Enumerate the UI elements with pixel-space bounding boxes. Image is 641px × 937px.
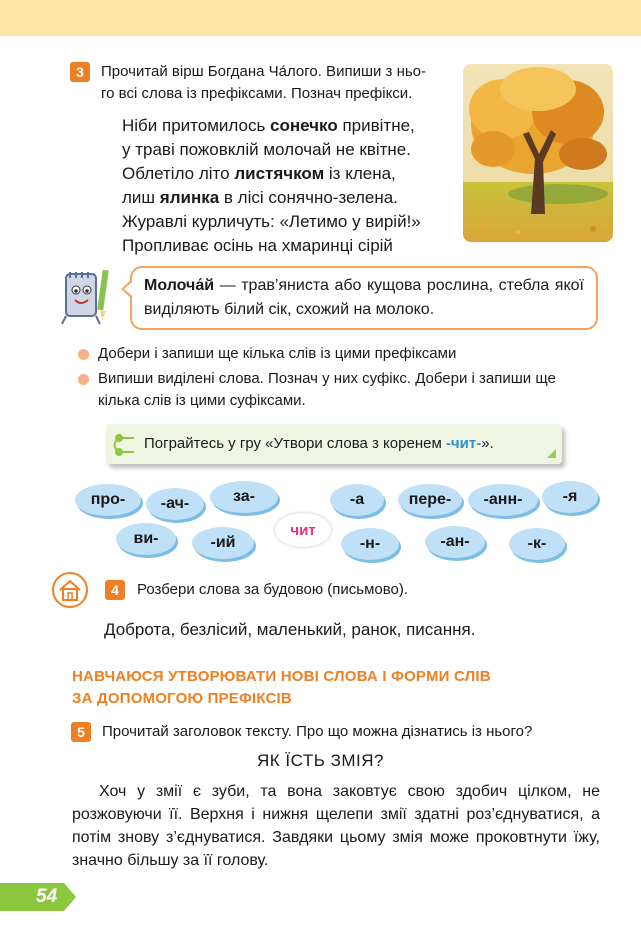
bullet-dot	[78, 374, 89, 385]
morpheme-pill: -а	[330, 484, 384, 516]
game-instruction: Пограйтесь у гру «Утвори слова з коренем -чит-».	[144, 435, 494, 452]
bullet-item: Добери і запиши ще кілька слів із цими префіксами	[98, 345, 457, 362]
definition-text: — трав’яниста або кущова рослина, стебла якої виділяють білий сік, схожий на молоко.	[144, 277, 584, 318]
highlighted-word: ялинка	[159, 188, 220, 207]
morpheme-pill: -ий	[192, 527, 254, 559]
root-pill: чит	[275, 513, 331, 547]
morpheme-pill: -ач-	[146, 488, 204, 520]
home-icon	[51, 571, 89, 609]
morpheme-pill: -к-	[509, 528, 565, 560]
poem	[122, 114, 421, 258]
poem-line: у траві пожовклій молочай не квітне.	[122, 140, 411, 159]
bullet-item: Випиши виділені слова. Познач у них суфікс. Добери і запиши ще кілька слів із цими суфіксами.	[98, 370, 556, 409]
task3-instruction: Прочитай вірш Богдана Ча́лого. Випиши з ньо- го всі слова із префіксами. Познач префікси.	[101, 63, 427, 102]
morpheme-pill: пере-	[398, 484, 462, 516]
poem-line: Журавлі курличуть: «Летимо у вирій!»	[122, 212, 421, 231]
game-icon	[110, 430, 136, 458]
text-title: ЯК ЇСТЬ ЗМІЯ?	[257, 751, 384, 770]
definition-term: Молоча́й	[144, 277, 215, 294]
game-box	[106, 424, 562, 464]
highlighted-word: сонечко	[270, 116, 338, 135]
section-title: НАВЧАЮСЯ УТВОРЮВАТИ НОВІ СЛОВА І ФОРМИ СЛІВ ЗА ДОПОМОГОЮ ПРЕФІКСІВ	[72, 668, 491, 707]
task-number-3: 3	[70, 62, 90, 82]
task4-words: Доброта, безлісий, маленький, ранок, писання.	[104, 620, 476, 639]
task-number-5: 5	[71, 722, 91, 742]
morpheme-pill: -ан-	[425, 526, 485, 558]
task4-instruction: Розбери слова за будовою (письмово).	[137, 581, 409, 598]
morpheme-pill: про-	[75, 484, 141, 516]
task-number-4: 4	[105, 580, 125, 600]
root-highlight: -чит-	[445, 435, 482, 452]
corner-fold-icon	[547, 449, 556, 458]
autumn-tree-photo	[463, 64, 613, 242]
text-paragraph: Хоч у змії є зуби, та вона заковтує свою здобич цілком, не розжовуючи її. Верхня і нижня щелепи змії здатні роз’єднуватися, а потім знову з’єднуватися. Завдяки цьому змія може проковтнути їжу, значно більшу за її голову.	[72, 783, 600, 869]
poem-line: Облетіло літо листячком із клена,	[122, 164, 396, 183]
definition-box	[130, 266, 598, 330]
page-number: 54	[36, 886, 58, 907]
morpheme-pill: -я	[542, 481, 598, 513]
task5-instruction: Прочитай заголовок тексту. Про що можна дізнатись із нього?	[102, 723, 533, 740]
poem-line: Ніби притомилось сонечко привітне,	[122, 116, 415, 135]
notebook-mascot-icon	[56, 266, 114, 328]
morpheme-pill: -н-	[341, 528, 399, 560]
poem-line: лиш ялинка в лісі сонячно-зелена.	[122, 188, 398, 207]
poem-line: Пропливає осінь на хмаринці сірій	[122, 236, 393, 255]
morpheme-pill: за-	[210, 481, 278, 513]
morpheme-pill: -анн-	[468, 484, 538, 516]
top-band	[0, 0, 641, 36]
morpheme-pill: ви-	[116, 523, 176, 555]
highlighted-word: листячком	[234, 164, 325, 183]
bullet-dot	[78, 349, 89, 360]
